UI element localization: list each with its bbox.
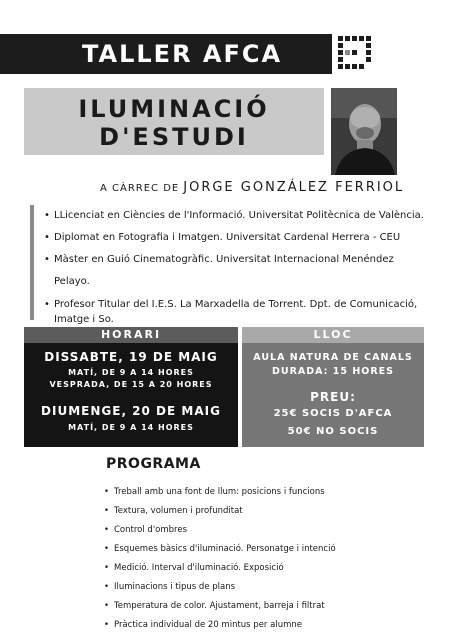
programa-item: • Textura, volumen i profunditat bbox=[104, 502, 414, 521]
header-title: TALLER AFCA bbox=[82, 40, 283, 68]
lloc-price-members: 25€ SOCIS D'AFCA bbox=[273, 408, 393, 419]
credentials-list bbox=[44, 205, 424, 327]
credential-item: • LLicenciat en Ciències de l'Informació. Universitat Politècnica de València. bbox=[44, 205, 424, 227]
horari-day-2: DIUMENGE, 20 DE MAIG bbox=[41, 404, 221, 418]
course-title-line-2: D'ESTUDI bbox=[99, 123, 249, 151]
lloc-place: AULA NATURA DE CANALS bbox=[253, 352, 413, 363]
programa-item: • Treball amb una font de llum: posicions i funcions bbox=[104, 483, 414, 502]
programa-item: • Iluminacions i tipus de plans bbox=[104, 578, 414, 597]
programa-title: PROGRAMA bbox=[106, 456, 201, 472]
programa-item: • Esquemes bàsics d'iluminació. Personatge i intenció bbox=[104, 540, 414, 559]
horari-heading: HORARI bbox=[24, 327, 238, 343]
programa-item: • Temperatura de color. Ajustament, barreja i filtrat bbox=[104, 597, 414, 616]
horari-day-1-evening: VESPRADA, DE 15 A 20 HORES bbox=[49, 380, 213, 389]
credential-item: • Profesor Titular del I.E.S. La Marxadella de Torrent. Dpt. de Comunicació, Imatge i So. bbox=[44, 297, 424, 327]
credential-item: • Màster en Guió Cinematogràfic. Universitat Internacional Menéndez Pelayo. bbox=[44, 249, 424, 293]
instructor-line bbox=[100, 180, 404, 195]
horari-day-1: DISSABTE, 19 DE MAIG bbox=[44, 350, 218, 364]
instructor-photo bbox=[331, 88, 397, 175]
course-title-line-1: ILUMINACIÓ bbox=[78, 95, 270, 123]
horari-day-1-morning: MATÍ, DE 9 A 14 HORES bbox=[68, 368, 194, 377]
credentials-side-bar bbox=[30, 205, 34, 320]
instructor-prefix: A CÀRREC DE bbox=[100, 183, 180, 194]
programa-item: • Pràctica individual de 20 mintus per alumne bbox=[104, 616, 414, 635]
lloc-heading: LLOC bbox=[242, 327, 424, 343]
instructor-name: JORGE GONZÁLEZ FERRIOL bbox=[183, 180, 405, 195]
lloc-price-label: PREU: bbox=[310, 390, 356, 404]
afca-logo-icon bbox=[336, 34, 376, 74]
lloc-duration: DURADA: 15 HORES bbox=[272, 366, 394, 377]
horari-day-2-morning: MATÍ, DE 9 A 14 HORES bbox=[68, 423, 194, 432]
programa-item: • Control d'ombres bbox=[104, 521, 414, 540]
programa-list bbox=[104, 483, 414, 635]
programa-item: • Medició. Interval d'iluminació. Exposició bbox=[104, 559, 414, 578]
lloc-price-nonmembers: 50€ NO SOCIS bbox=[287, 426, 379, 437]
credential-item: • Diplomat en Fotografia i Imatgen. Universitat Cardenal Herrera - CEU bbox=[44, 227, 424, 249]
